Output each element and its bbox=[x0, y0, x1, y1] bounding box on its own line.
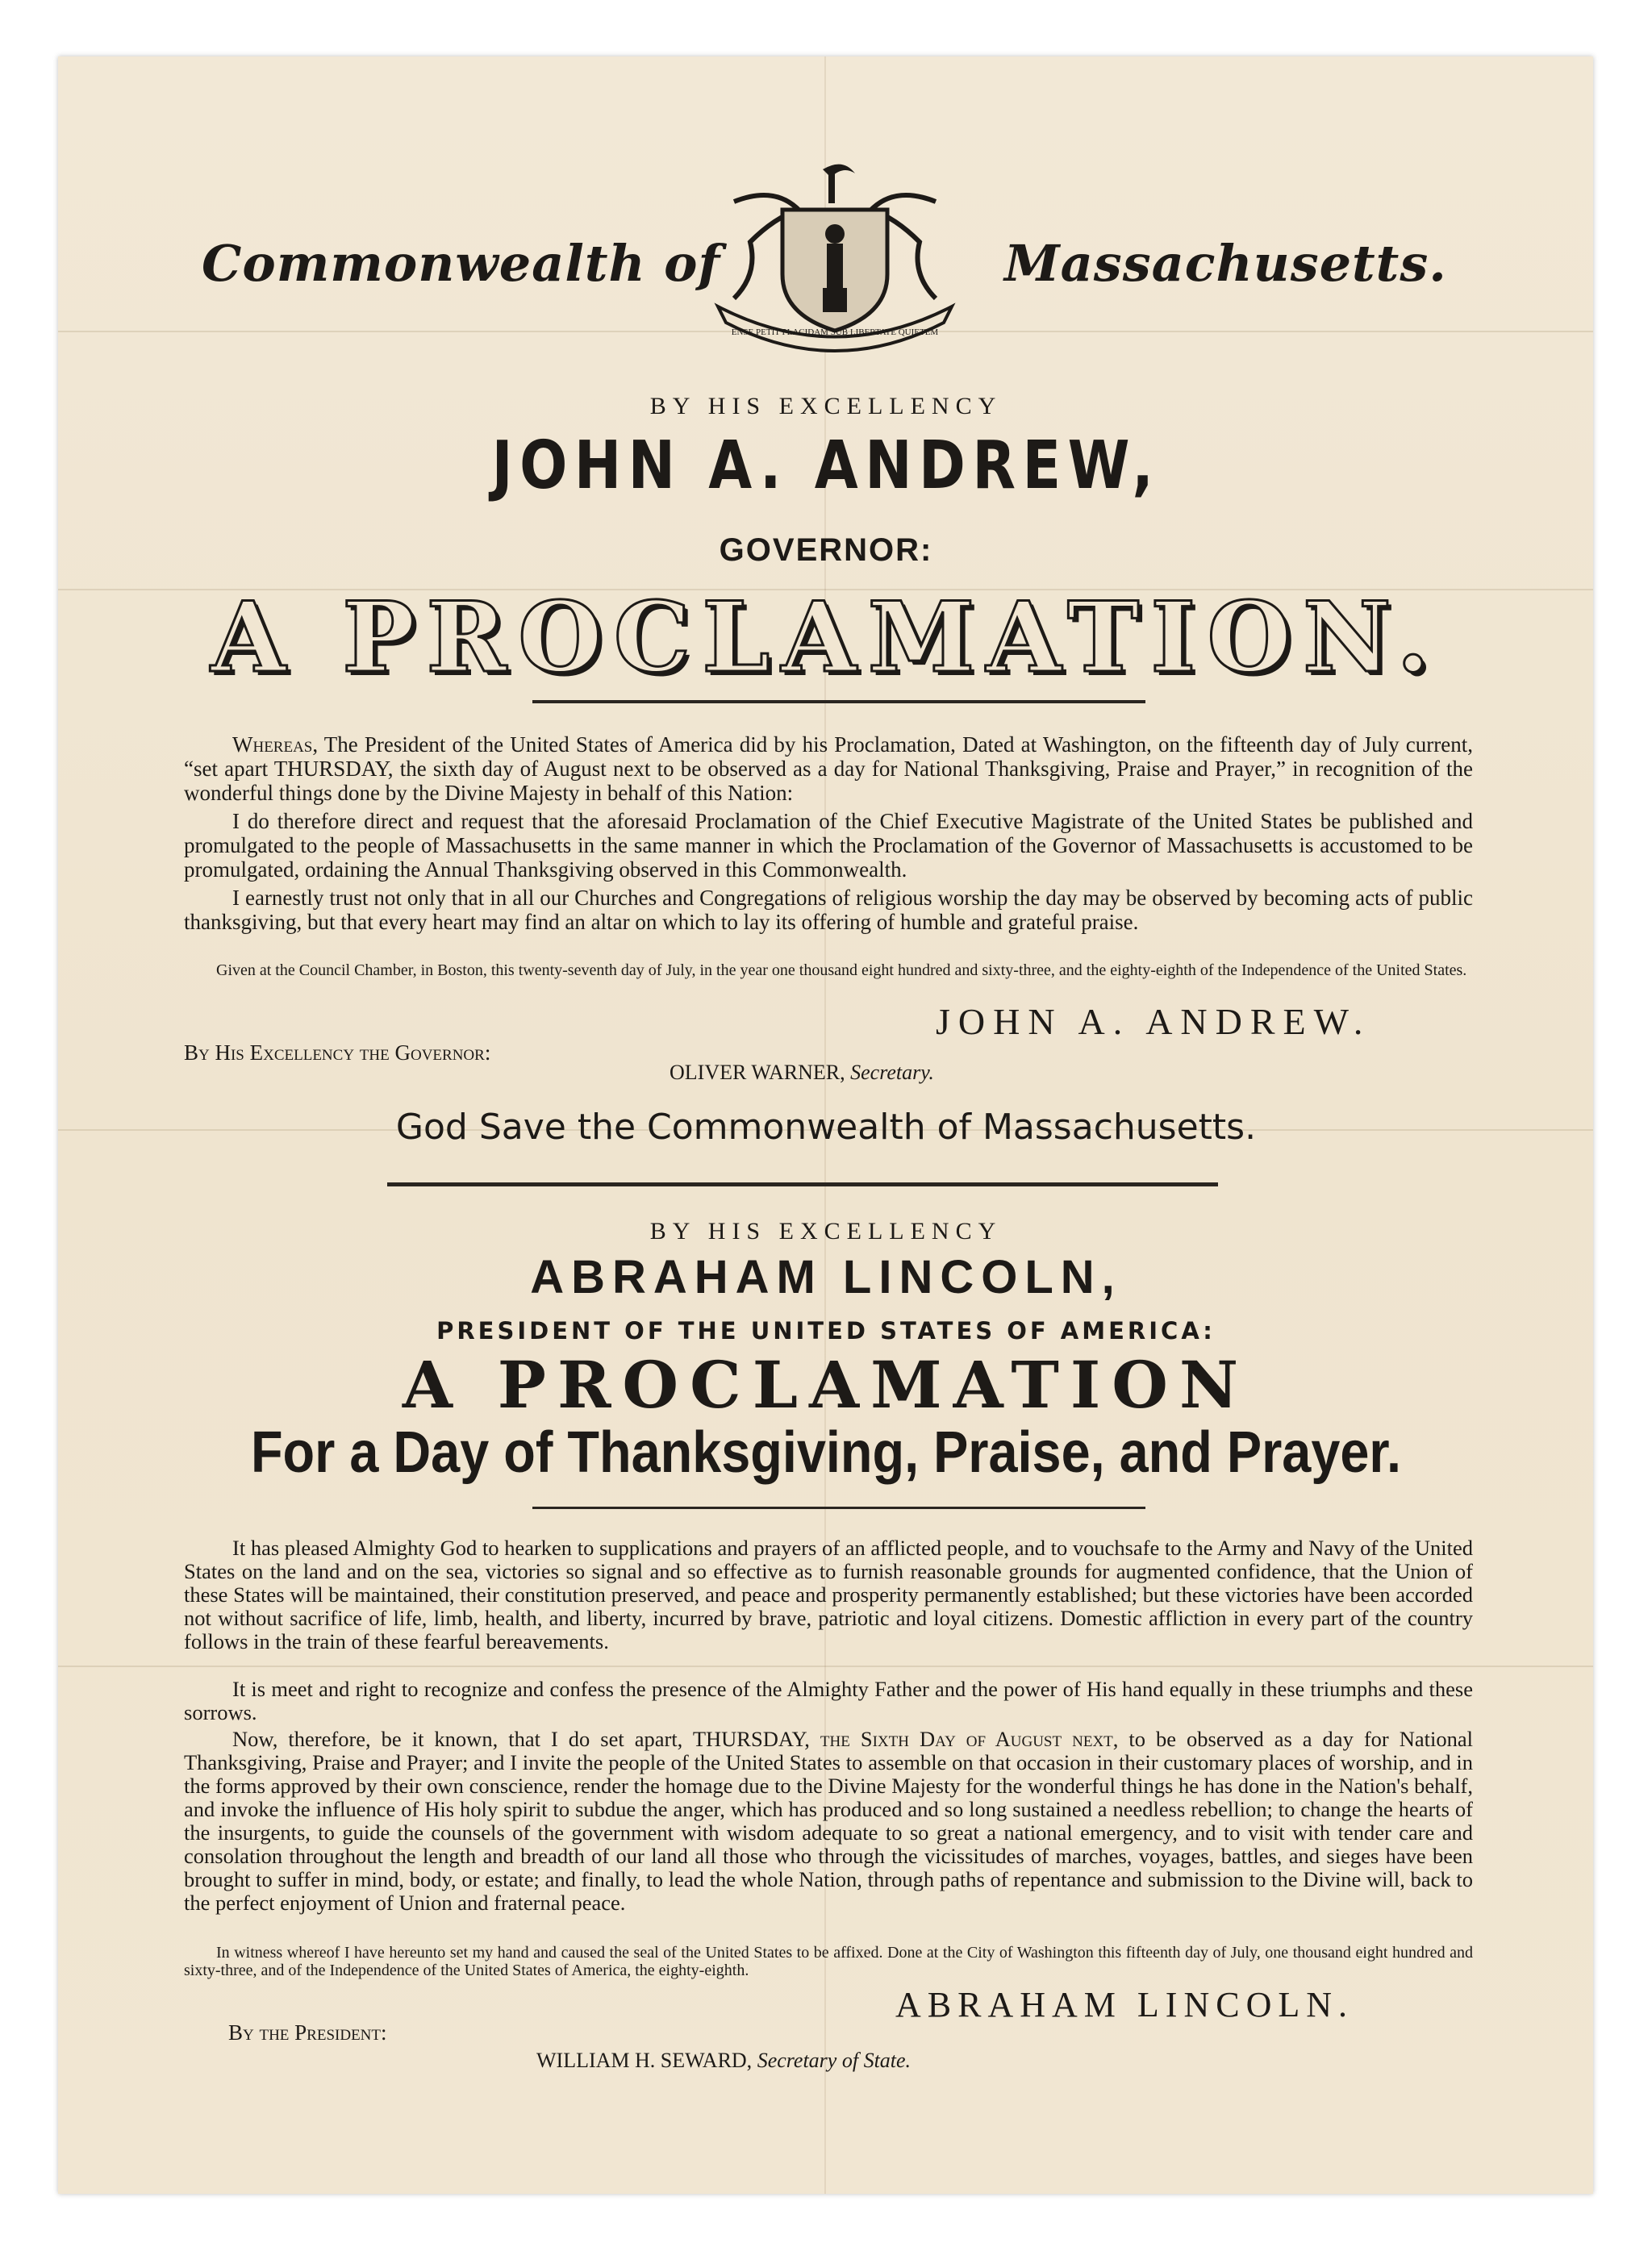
paragraph-whereas: Whereas, The President of the United States of America did by his Proclamation, Dated at Washington, on the fifteenth day of July current, “set apart THURSDAY, the sixth day of August next to be observed as a day for National Thanksgiving, Praise and Prayer,” in recognition of the wonderful things done by the Divine Majesty in behalf of this Nation: bbox=[184, 732, 1473, 805]
president-secretary: WILLIAM H. SEWARD, Secretary of State. bbox=[536, 2049, 912, 2072]
divider-rule bbox=[532, 1507, 1145, 1509]
given-at: Given at the Council Chamber, in Boston, this twenty-seventh day of July, in the year one thousand eight hundred and sixty-three, and the eighty-eighth of the Independence of the United States. bbox=[216, 961, 1467, 979]
president-signature: ABRAHAM LINCOLN. bbox=[895, 1985, 1354, 2024]
divider-rule bbox=[532, 700, 1145, 703]
president-name: ABRAHAM LINCOLN, bbox=[530, 1251, 1122, 1303]
paragraph-now-therefore: Now, therefore, be it known, that I do set apart, THURSDAY, the Sixth Day of August next, to be observed as a day for National Thanksgiving, Praise and Prayer; and I invite the people of the United States to assemble on that occasion in their customary places of worship, and in the forms approved by their own conscience, render the homage due to the Divine Majesty for the wonderful things he has done in the Nation's behalf, and invoke the influence of His holy spirit to subdue the anger, which has produced and so long sustained a needless rebellion; to change the hearts of the insurgents, to guide the counsels of the government with wisdom adequate to so great a national emergency, and to visit with tender care and consolation throughout the length and breadth of our land all those who through the vicissitudes of marches, voyages, battles, and sieges have been brought to suffer in mind, body, or estate; and finally, to lead the whole Nation, through paths of repentance and submission to the Divine will, back to the perfect enjoyment of Union and fraternal peace. bbox=[184, 1727, 1473, 1915]
svg-text:ENSE PETIT PLACIDAM SUB LIBERT: ENSE PETIT PLACIDAM SUB LIBERTATE QUIETEM bbox=[731, 327, 939, 337]
lincoln-proclamation-title: A PROCLAMATION bbox=[402, 1347, 1250, 1423]
header-commonwealth: Commonwealth of bbox=[202, 234, 721, 293]
governor-title: GOVERNOR: bbox=[719, 532, 933, 568]
governor-secretary: OLIVER WARNER, Secretary. bbox=[670, 1061, 934, 1084]
by-his-excellency: BY HIS EXCELLENCY bbox=[649, 393, 1003, 419]
by-the-president: By the President: bbox=[228, 2020, 387, 2045]
president-title: PRESIDENT OF THE UNITED STATES OF AMERICA: bbox=[436, 1317, 1216, 1345]
thanksgiving-subtitle: For a Day of Thanksgiving, Praise, and Prayer. bbox=[250, 1420, 1402, 1485]
paragraph-meet: It is meet and right to recognize and confess the presence of the Almighty Father and the power of His hand equally in these triumphs and these sorrows. bbox=[184, 1677, 1473, 1724]
header-massachusetts: Massachusetts. bbox=[1004, 234, 1447, 293]
by-the-governor: By His Excellency the Governor: bbox=[184, 1040, 491, 1065]
paragraph-pleased: It has pleased Almighty God to hearken to supplications and prayers of an afflicted people, and to vouchsafe to the Army and Navy of the United States on the land and on the sea, victories so signal and so effective as to furnish reasonable grounds for augmented confidence, that the Union of these States will be maintained, their constitution preserved, and peace and prosperity permanently established; but these victories have been accorded not without sacrifice of life, limb, health, and liberty, incurred by brave, patriotic and loyal citizens. Domestic affliction in every part of the country follows in the train of these fearful bereavements. bbox=[184, 1536, 1473, 1653]
massachusetts-seal-icon bbox=[702, 153, 968, 355]
witness-whereof: In witness whereof I have hereunto set my hand and caused the seal of the United States to be affixed. Done at the City of Washington this fifteenth day of July, one thousand eight hundred and sixty-three, and of the Independence of the United States of America, the eighty-eighth. bbox=[184, 1944, 1473, 1979]
governor-signature: JOHN A. ANDREW. bbox=[936, 1001, 1371, 1042]
divider-rule bbox=[387, 1182, 1218, 1186]
god-save: God Save the Commonwealth of Massachusetts. bbox=[395, 1107, 1257, 1148]
paragraph-trust: I earnestly trust not only that in all our Churches and Congregations of religious worship the day may be observed by becoming acts of public thanksgiving, but that every heart may find an altar on which to lay its offering of humble and grateful praise. bbox=[184, 886, 1473, 934]
proclamation-title: A PROCLAMATION. bbox=[211, 581, 1441, 694]
by-his-excellency-lincoln: BY HIS EXCELLENCY bbox=[649, 1218, 1003, 1245]
paragraph-direct: I do therefore direct and request that the aforesaid Proclamation of the Chief Executive Magistrate of the United States be published and promulgated to the people of Massachusetts in the same manner in which the Proclamation of the Governor of Massachusetts is accustomed to be promulgated, ordaining the Annual Thanksgiving observed in this Commonwealth. bbox=[184, 809, 1473, 882]
governor-name: JOHN A. ANDREW, bbox=[491, 427, 1161, 504]
